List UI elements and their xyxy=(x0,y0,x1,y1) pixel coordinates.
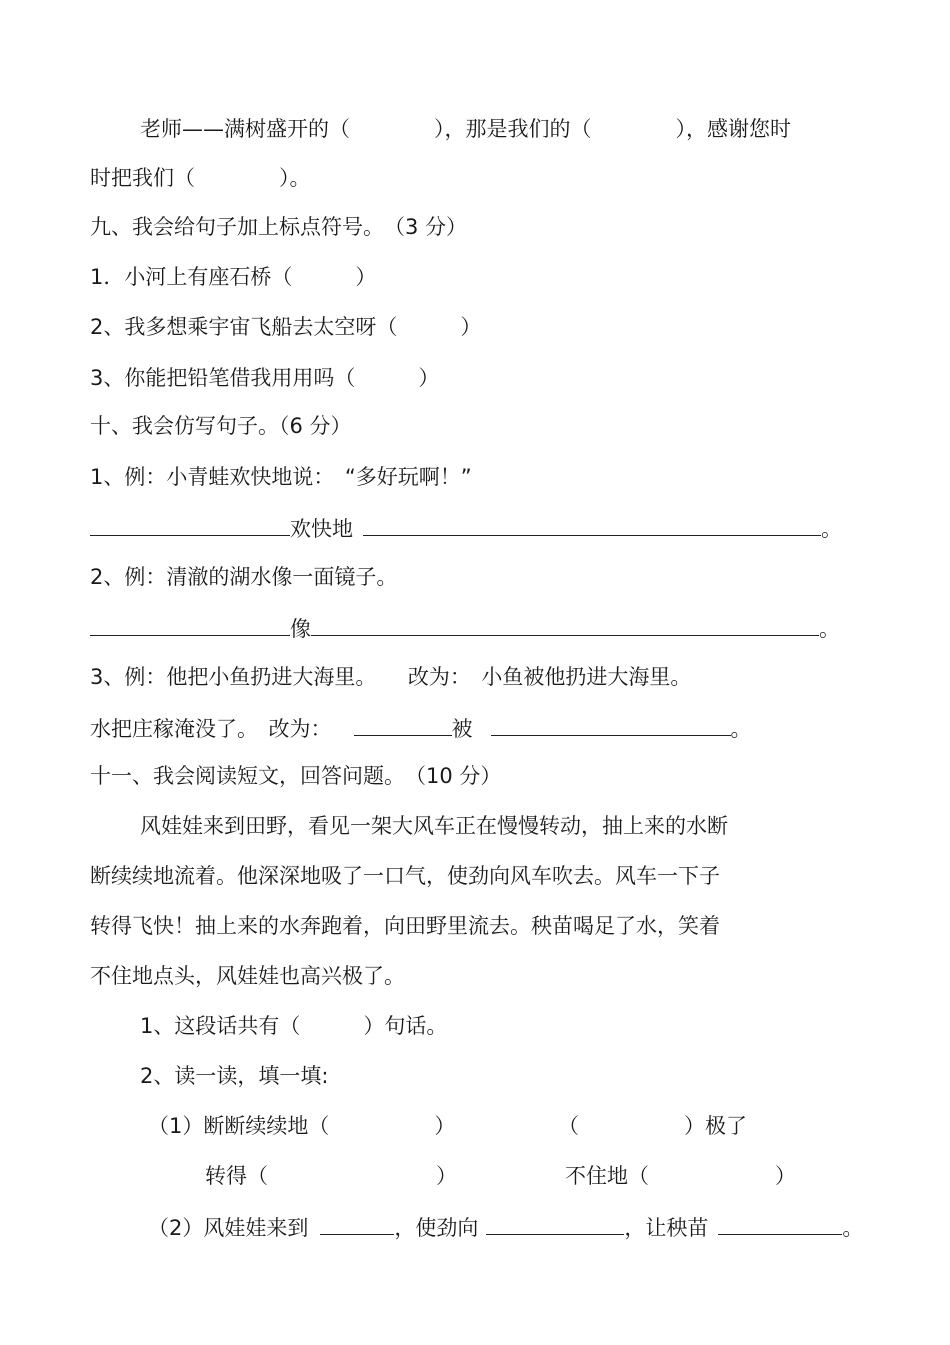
passage-line-3: 转得飞快！抽上来的水奔跑着，向田野里流去。秧苗喝足了水，笑着 xyxy=(90,914,720,938)
fill-2-right: 不住地（ ） xyxy=(565,1164,796,1188)
blank-10-1-b[interactable] xyxy=(363,513,821,536)
blank-fill-3-a[interactable] xyxy=(320,1212,394,1235)
poem-line-1: 老师——满树盛开的（ ），那是我们的（ ），感谢您时 xyxy=(140,117,791,141)
question-10-3: 3、例：他把小鱼扔进大海里。 改为： 小鱼被他扔进大海里。 xyxy=(90,665,692,689)
question-10-1: 1、例：小青蛙欢快地说： “多好玩啊！” xyxy=(90,465,472,489)
section-11-heading: 十一、我会阅读短文，回答问题。 （10 分） xyxy=(90,764,502,788)
blank-10-1-a[interactable] xyxy=(90,513,290,536)
fill-2-left: 转得（ ） xyxy=(205,1164,457,1188)
fill-1-right: （ ）极了 xyxy=(558,1114,747,1138)
fill-1-left: （1）断断续续地（ ） xyxy=(148,1114,456,1138)
passage-line-1: 风娃娃来到田野，看见一架大风车正在慢慢转动，抽上来的水断 xyxy=(140,814,728,838)
poem-line-2: 时把我们（ ）。 xyxy=(90,166,311,190)
fill-3: （2）风娃娃来到 ，使劲向 ，让秧苗 。 xyxy=(148,1212,863,1242)
blank-10-3-a[interactable] xyxy=(354,713,452,736)
question-11-1: 1、这段话共有（ ）句话。 xyxy=(140,1014,448,1038)
question-9-3: 3、你能把铅笔借我用用吗（ ） xyxy=(90,366,440,390)
section-10-heading: 十、我会仿写句子。（6 分） xyxy=(90,414,352,438)
question-10-2: 2、例：清澈的湖水像一面镜子。 xyxy=(90,565,398,589)
answer-10-2: 像 。 xyxy=(90,613,840,643)
question-9-2: 2、我多想乘宇宙飞船去太空呀（ ） xyxy=(90,315,482,339)
blank-10-2-a[interactable] xyxy=(90,613,290,636)
section-9-heading: 九、我会给句子加上标点符号。 （3 分） xyxy=(90,215,468,239)
question-9-1: 1．小河上有座石桥（ ） xyxy=(90,265,377,289)
blank-fill-3-b[interactable] xyxy=(486,1212,624,1235)
blank-10-2-b[interactable] xyxy=(311,613,819,636)
passage-line-4: 不住地点头，风娃娃也高兴极了。 xyxy=(90,964,405,988)
blank-fill-3-c[interactable] xyxy=(718,1212,842,1235)
answer-10-1: 欢快地 。 xyxy=(90,513,842,543)
blank-10-3-b[interactable] xyxy=(491,713,731,736)
question-11-2: 2、读一读，填一填: xyxy=(140,1064,329,1088)
passage-line-2: 断续续地流着。他深深地吸了一口气，使劲向风车吹去。风车一下子 xyxy=(90,864,720,888)
answer-10-3: 水把庄稼淹没了。 改为： 被 。 xyxy=(90,713,752,743)
